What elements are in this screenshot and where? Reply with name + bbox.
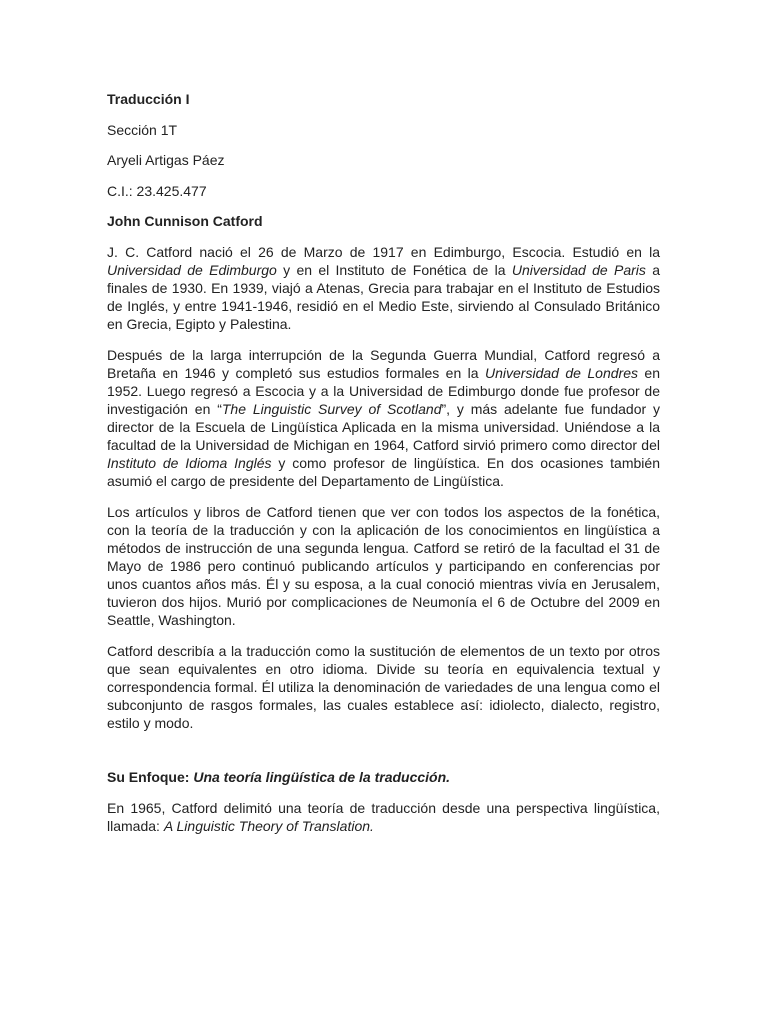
text-run: Después de la larga interrupción de la Segunda Guerra Mundial, Catford regresó a Bretaña en 1946 y completó sus estudios formales en la: [107, 347, 660, 381]
text-run: En 1965, Catford delimitó una teoría de traducción desde una perspectiva lingüística, llamada:: [107, 800, 660, 834]
text-run-italic: Universidad de Edimburgo: [107, 262, 277, 278]
text-run: a finales de 1930. En 1939, viajó a Atenas, Grecia para trabajar en el Instituto de Estudios de Inglés, y entre 1941-1946, residió en el Medio Este, sirviendo al Consulado Británico en Grecia, Egipto y Palestina.: [107, 262, 660, 332]
approach-heading-italic: Una teoría lingüística de la traducción.: [193, 769, 451, 785]
text-run-italic: A Linguistic Theory of Translation.: [163, 818, 374, 834]
approach-heading-label: Su Enfoque:: [107, 769, 194, 785]
text-run-italic: Universidad de Londres: [485, 365, 638, 381]
biography-paragraph-3: Los artículos y libros de Catford tienen que ver con todos los aspectos de la fonética, con la teoría de la traducción y con la aplicación de los conocimientos en lingüística a métodos de instrucción de una segunda lengua. Catford se retiró de la facultad el 31 de Mayo de 1986 pero continuó publicando artículos y participando en conferencias por unos cuantos años más. Él y su esposa, a la cual conoció mientras vivía en Jerusalem, tuvieron dos hijos. Murió por complicaciones de Neumonía el 6 de Octubre del 2009 en Seattle, Washington.: [107, 504, 660, 628]
biography-heading: John Cunnison Catford: [107, 213, 263, 229]
author-name: Aryeli Artigas Páez: [107, 152, 225, 168]
text-run: y en el Instituto de Fonética de la: [276, 262, 512, 278]
text-run-italic: Instituto de Idioma Inglés: [107, 455, 272, 471]
text-run: y como profesor de lingüística. En dos ocasiones también asumió el cargo de presidente del Departamento de Lingüística.: [107, 455, 660, 489]
text-run: ”, y más adelante fue fundador y director de la Escuela de Lingüística Aplicada en la misma universidad. Uniéndose a la facultad de la Universidad de Michigan en 1964, Catford sirvió primero como director del: [107, 401, 661, 453]
id-number: C.I.: 23.425.477: [107, 182, 207, 199]
document-body: [107, 90, 660, 848]
text-run: J. C. Catford nació el 26 de Marzo de 1917 en Edimburgo, Escocia. Estudió en la: [107, 244, 660, 260]
course-title: Traducción I: [107, 91, 190, 107]
approach-paragraph-1: [107, 799, 660, 835]
biography-paragraph-2: [107, 346, 660, 490]
biography-paragraph-4: Catford describía a la traducción como la sustitución de elementos de un texto por otros que sean equivalentes en otro idioma. Divide su teoría en equivalencia textual y correspondencia formal. Él utiliza la denominación de variedades de una lengua como el subconjunto de rasgos formales, las cuales establece así: idiolecto, dialecto, registro, estilo y modo.: [107, 643, 660, 731]
biography-paragraph-1: [107, 243, 660, 333]
text-run-italic: The Linguistic Survey of Scotland: [221, 401, 442, 417]
approach-heading: [107, 768, 660, 786]
text-run: en 1952. Luego regresó a Escocia y a la Universidad de Edimburgo donde fue profesor de investigación en “: [107, 365, 660, 417]
section-line: Sección 1T: [107, 121, 178, 138]
text-run-italic: Universidad de Paris: [511, 262, 646, 278]
